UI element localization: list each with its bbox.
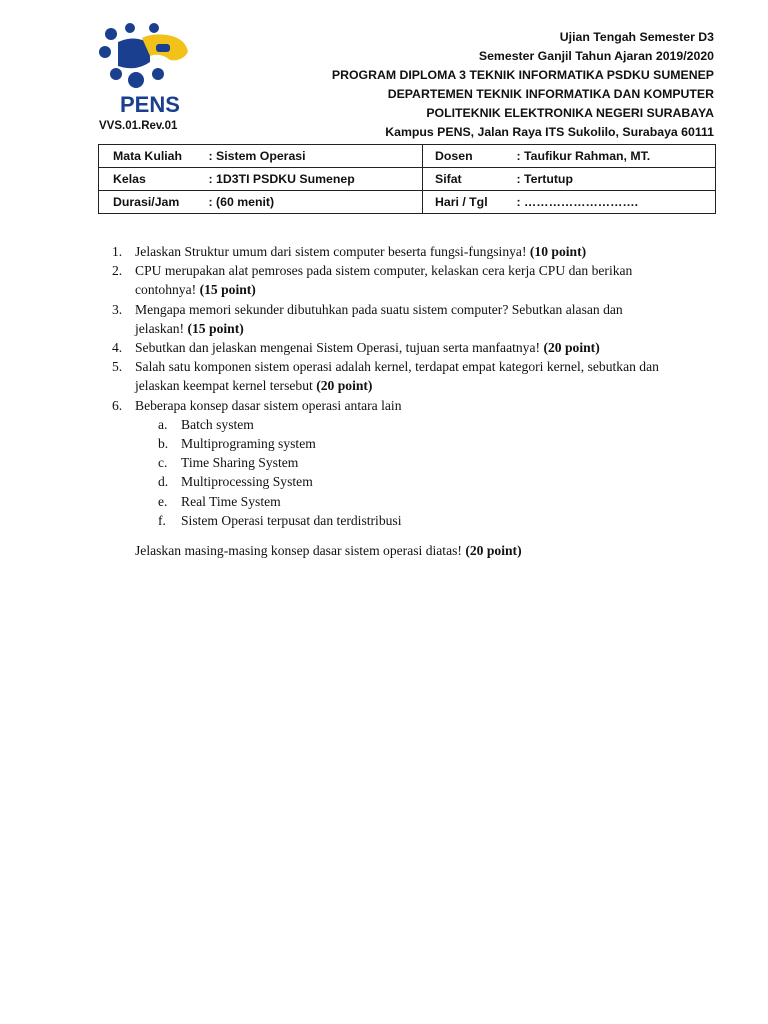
table-row <box>99 191 716 214</box>
sub-item-text: Multiprograming system <box>181 436 316 452</box>
info-label: Kelas <box>99 168 201 191</box>
closing-points: (20 point) <box>465 543 522 559</box>
document-code: VVS.01.Rev.01 <box>99 120 178 132</box>
sub-item-letter: a. <box>158 416 168 432</box>
info-label: Hari / Tgl <box>423 191 509 214</box>
sub-item <box>158 511 672 530</box>
exam-header <box>332 28 714 142</box>
question-points: (20 point) <box>543 340 600 356</box>
sub-item <box>158 453 672 472</box>
question-points: (15 point) <box>187 320 244 336</box>
table-row <box>99 145 716 168</box>
header-line: Ujian Tengah Semester D3 <box>559 30 714 44</box>
sub-item-text: Multiprocessing System <box>181 474 313 490</box>
header-line: DEPARTEMEN TEKNIK INFORMATIKA DAN KOMPUTER <box>387 87 714 101</box>
sub-item <box>158 472 672 491</box>
pens-logo-mark <box>96 22 196 94</box>
question-text: Sebutkan dan jelaskan mengenai Sistem Operasi, tujuan serta manfaatnya! <box>135 340 541 356</box>
sub-item <box>158 434 672 453</box>
info-label: Mata Kuliah <box>99 145 201 168</box>
question-item <box>112 242 672 261</box>
question-number: 6. <box>112 397 123 413</box>
sub-item-letter: d. <box>158 474 169 490</box>
question-text: CPU merupakan alat pemroses pada sistem computer, kelaskan cera kerja CPU dan berikan contohnya! <box>135 263 633 298</box>
info-value: : (60 menit) <box>201 191 423 214</box>
sub-item-letter: b. <box>158 436 169 452</box>
info-value: : ………………………. <box>509 191 716 214</box>
question-item <box>112 338 672 357</box>
question-list <box>112 242 672 560</box>
info-value: : 1D3TI PSDKU Sumenep <box>201 168 423 191</box>
question-item <box>112 357 672 395</box>
sub-item <box>158 492 672 511</box>
header-line: Semester Ganjil Tahun Ajaran 2019/2020 <box>478 49 714 63</box>
sub-item <box>158 415 672 434</box>
header-line: PROGRAM DIPLOMA 3 TEKNIK INFORMATIKA PSDKU SUMENEP <box>331 68 714 82</box>
question-number: 2. <box>112 263 123 279</box>
sub-item-text: Sistem Operasi terpusat dan terdistribusi <box>181 512 402 528</box>
closing-text: Jelaskan masing-masing konsep dasar sistem operasi diatas! <box>135 543 462 559</box>
info-value: : Tertutup <box>509 168 716 191</box>
question-number: 1. <box>112 244 123 259</box>
info-value: : Taufikur Rahman, MT. <box>509 145 716 168</box>
header-line: POLITEKNIK ELEKTRONIKA NEGERI SURABAYA <box>426 106 714 120</box>
header-line: Kampus PENS, Jalan Raya ITS Sukolilo, Surabaya 60111 <box>385 125 714 139</box>
logo-wordmark: PENS <box>120 92 180 117</box>
question-item <box>112 261 672 299</box>
question-number: 4. <box>112 340 123 356</box>
sub-item-text: Batch system <box>181 416 254 432</box>
sub-item-letter: c. <box>158 455 168 471</box>
question-points: (20 point) <box>316 378 373 394</box>
sub-item-text: Real Time System <box>181 493 281 509</box>
question-number: 3. <box>112 301 123 317</box>
sub-item-letter: f. <box>158 512 166 528</box>
table-row <box>99 168 716 191</box>
question-text: Salah satu komponen sistem operasi adalah kernel, terdapat empat kategori kernel, sebutkan dan jelaskan keempat kernel tersebut <box>135 359 659 394</box>
question-text: Beberapa konsep dasar sistem operasi antara lain <box>135 397 402 413</box>
question-points: (15 point) <box>199 282 256 298</box>
info-label: Durasi/Jam <box>99 191 201 214</box>
info-value: : Sistem Operasi <box>201 145 423 168</box>
sub-item-letter: e. <box>158 493 168 509</box>
info-label: Dosen <box>423 145 509 168</box>
closing-instruction <box>135 541 672 560</box>
question-item <box>112 396 672 415</box>
question-number: 5. <box>112 359 123 375</box>
question-points: (10 point) <box>529 244 587 259</box>
question-item <box>112 300 672 338</box>
question-text: Mengapa memori sekunder dibutuhkan pada suatu sistem computer? Sebutkan alasan dan jelaskan! <box>135 301 623 336</box>
info-label: Sifat <box>423 168 509 191</box>
question-text: Jelaskan Struktur umum dari sistem computer beserta fungsi-fungsinya! <box>135 244 527 259</box>
exam-info-table <box>98 144 716 214</box>
sub-item-text: Time Sharing System <box>181 455 299 471</box>
